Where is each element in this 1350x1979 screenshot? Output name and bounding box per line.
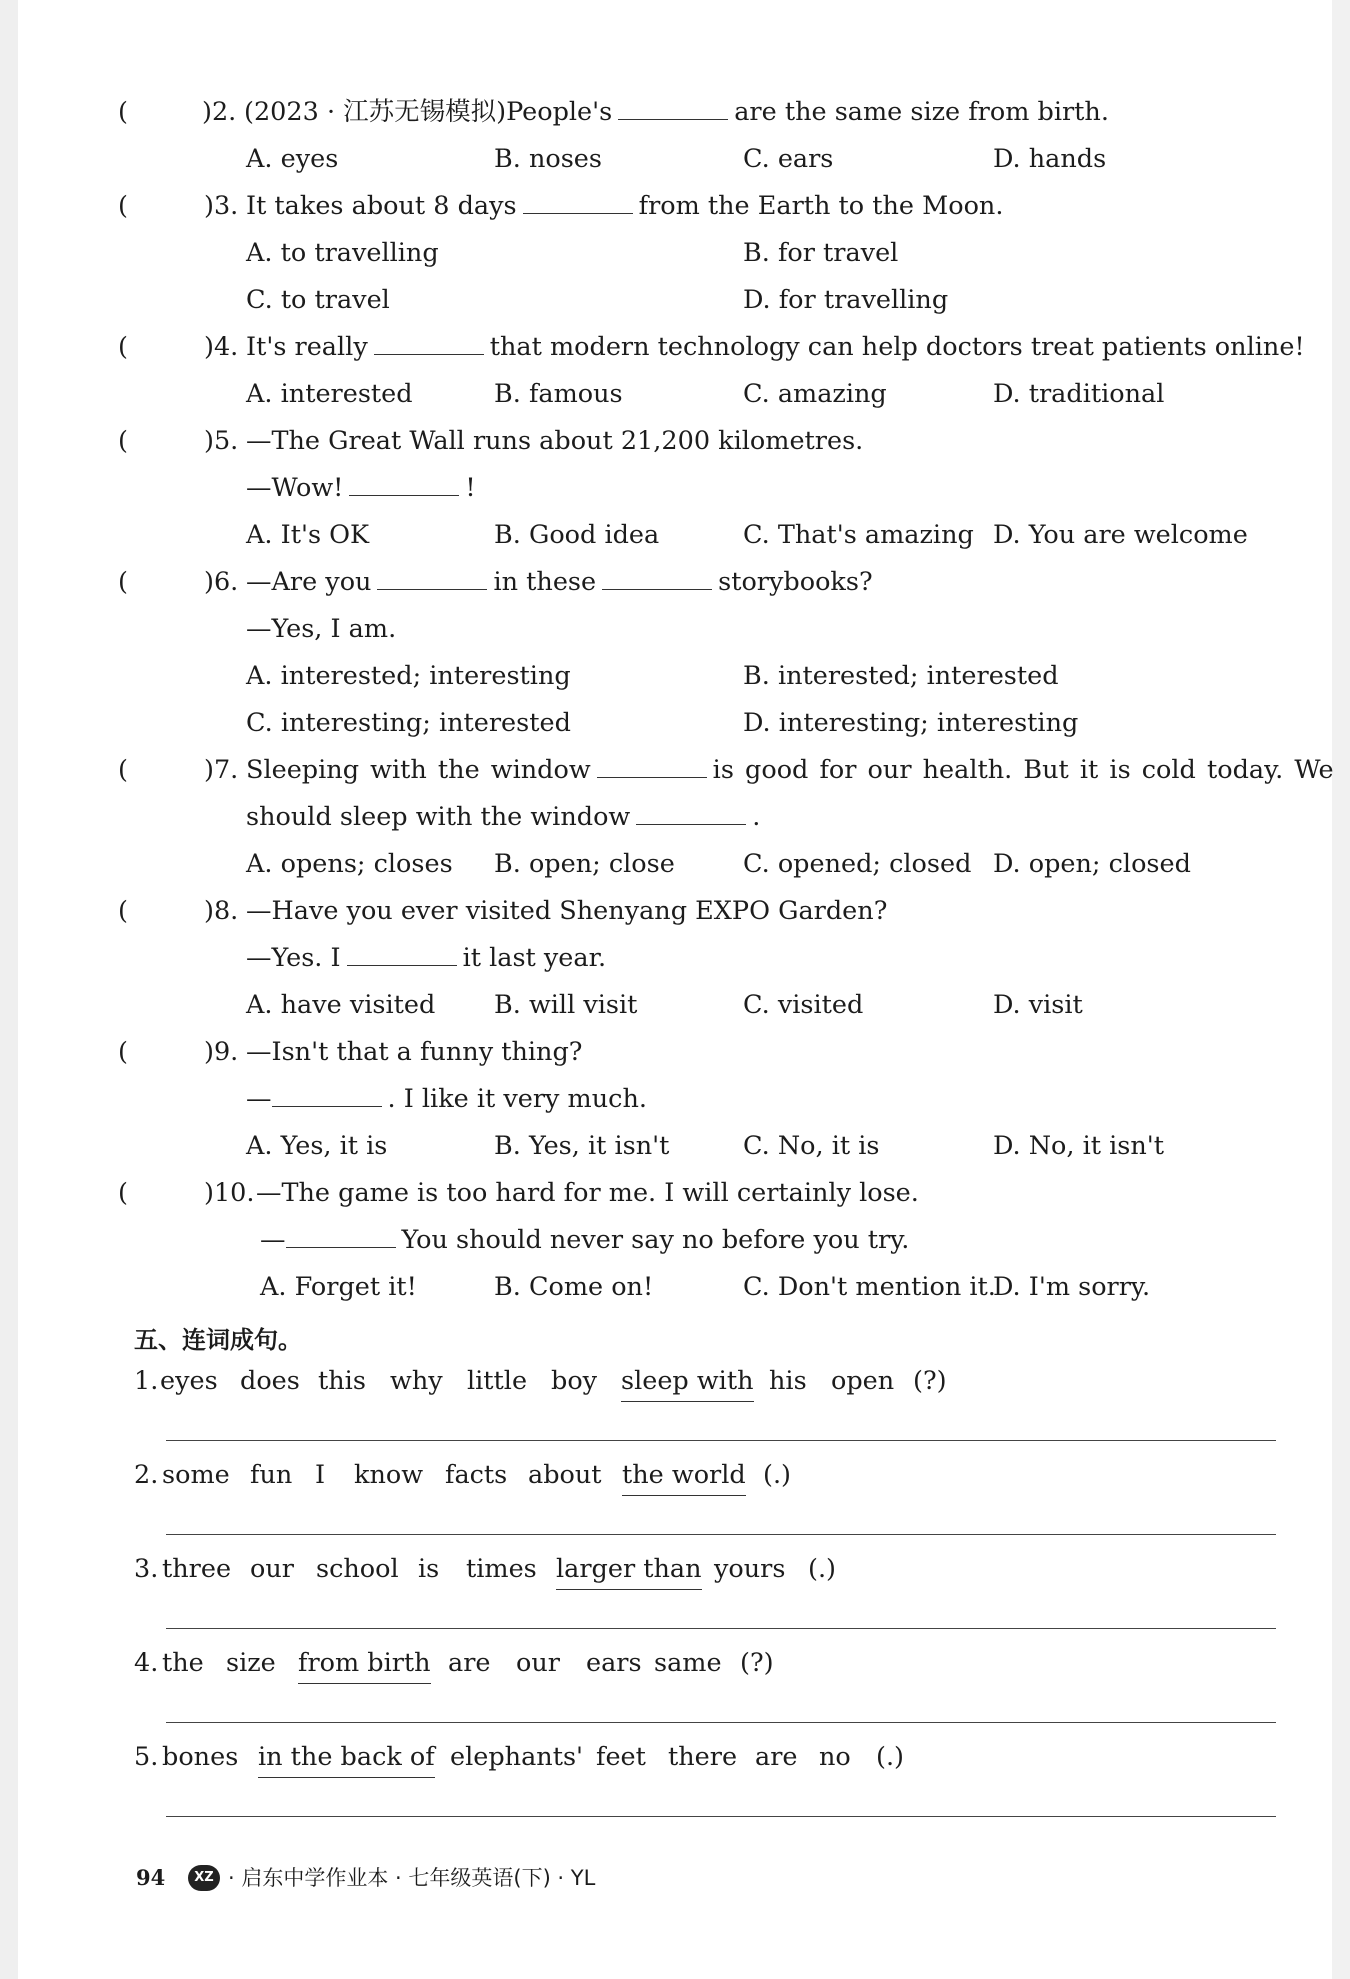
word: know [354,1460,424,1490]
options-4 [18,374,1332,414]
question-number: )6. [204,567,239,597]
question-stem: It's really that modern technology can help doctors treat patients online! [246,332,1305,362]
answer-paren: ( [118,567,128,597]
question-stem: —Isn't that a funny thing? [246,1037,583,1067]
option-d: D. open; closed [993,849,1191,879]
option-d: D. traditional [993,379,1165,409]
option-b: B. open; close [494,849,675,879]
section-title: 五、连词成句。 [134,1326,302,1354]
option-a: A. Yes, it is [246,1131,388,1161]
word: this [318,1366,366,1396]
book-title: · 启东中学作业本 · 七年级英语(下) · YL [228,1866,596,1890]
answer-line[interactable] [166,1722,1276,1723]
question-number: )7. [204,755,239,785]
word: our [250,1554,294,1584]
option-d: D. I'm sorry. [993,1272,1151,1302]
word: open [831,1366,895,1396]
question-stem: (2023 · 江苏无锡模拟)People's are the same size from birth. [244,97,1109,127]
item-number: 1. [134,1366,159,1396]
word: facts [445,1460,508,1490]
option-c: C. No, it is [743,1131,880,1161]
reorder-item-2 [18,1455,1332,1495]
word: our [516,1648,560,1678]
option-d: D. interesting; interesting [743,708,1079,738]
fill-blank [272,1082,382,1107]
fill-blank [618,95,728,120]
word: is [418,1554,440,1584]
question-stem: Sleeping with the window is good for our health. But it is cold today. We [246,755,1334,785]
option-c: C. amazing [743,379,887,409]
punctuation-hint: (?) [913,1366,947,1396]
question-9-reply: — . I like it very much. [246,1084,647,1114]
question-5-reply: —Wow! ! [246,473,476,503]
question-stem: —Are you in these storybooks? [246,567,873,597]
question-number: )3. [204,191,239,221]
word: there [668,1742,738,1772]
word: feet [596,1742,646,1772]
option-d: D. No, it isn't [993,1131,1165,1161]
fill-blank [374,330,484,355]
question-number: )8. [204,896,239,926]
option-d: D. for travelling [743,285,949,315]
word: eyes [160,1366,218,1396]
option-c: C. Don't mention it. [743,1272,996,1302]
word: his [769,1366,807,1396]
option-a: A. eyes [246,144,339,174]
word: size [226,1648,276,1678]
answer-line[interactable] [166,1628,1276,1629]
options-8 [18,985,1332,1025]
item-number: 5. [134,1742,159,1772]
reorder-item-3 [18,1549,1332,1589]
underlined-phrase: larger than [556,1549,702,1590]
publisher-logo-icon: XZ [188,1865,220,1891]
option-b: B. noses [494,144,602,174]
word: about [528,1460,602,1490]
question-7-line2: should sleep with the window . [246,802,761,832]
options-10 [18,1267,1332,1307]
item-number: 4. [134,1648,159,1678]
option-b: B. Yes, it isn't [494,1131,670,1161]
question-3 [18,186,1332,226]
question-stem: —Have you ever visited Shenyang EXPO Garden? [246,896,888,926]
word: little [467,1366,528,1396]
underlined-phrase: sleep with [621,1361,754,1402]
question-4 [18,327,1332,367]
word: some [162,1460,230,1490]
question-number: )9. [204,1037,239,1067]
option-d: D. You are welcome [993,520,1248,550]
word: ears [586,1648,642,1678]
question-stem: —The Great Wall runs about 21,200 kilometres. [246,426,864,456]
word: no [819,1742,851,1772]
word: fun [250,1460,293,1490]
option-b: B. for travel [743,238,899,268]
word: are [448,1648,491,1678]
options-7 [18,844,1332,884]
punctuation-hint: (?) [740,1648,774,1678]
options-9 [18,1126,1332,1166]
answer-paren: ( [118,1037,128,1067]
question-stem: It takes about 8 days from the Earth to the Moon. [246,191,1004,221]
word: boy [551,1366,598,1396]
option-c: C. ears [743,144,834,174]
option-a: A. Forget it! [260,1272,417,1302]
question-5 [18,421,1332,461]
answer-line[interactable] [166,1816,1276,1817]
question-number: )10. [204,1178,255,1208]
options-6-row2 [18,703,1332,743]
option-d: D. visit [993,990,1083,1020]
question-stem: —The game is too hard for me. I will certainly lose. [256,1178,919,1208]
answer-paren: ( [118,1178,128,1208]
option-c: C. That's amazing [743,520,974,550]
question-2 [18,92,1332,132]
underlined-phrase: the world [622,1455,746,1496]
fill-blank [636,800,746,825]
question-6 [18,562,1332,602]
fill-blank [602,565,712,590]
question-6-reply: —Yes, I am. [246,614,397,644]
word: elephants' [450,1742,584,1772]
question-7 [18,750,1332,790]
option-c: C. visited [743,990,864,1020]
word: same [654,1648,722,1678]
word: are [755,1742,798,1772]
reorder-item-4 [18,1643,1332,1683]
underlined-phrase: from birth [298,1643,431,1684]
fill-blank [347,941,457,966]
question-number: )2. [202,97,237,127]
punctuation-hint: (.) [763,1460,792,1490]
question-number: )4. [204,332,239,362]
answer-line[interactable] [166,1534,1276,1535]
item-number: 3. [134,1554,159,1584]
option-b: B. will visit [494,990,638,1020]
fill-blank [523,189,633,214]
word: does [240,1366,300,1396]
word: school [316,1554,399,1584]
fill-blank [377,565,487,590]
question-10-reply: — You should never say no before you try. [260,1225,910,1255]
answer-paren: ( [118,755,128,785]
option-c: C. opened; closed [743,849,972,879]
answer-paren: ( [118,426,128,456]
answer-paren: ( [118,191,128,221]
answer-line[interactable] [166,1440,1276,1441]
options-6-row1 [18,656,1332,696]
option-b: B. famous [494,379,623,409]
item-number: 2. [134,1460,159,1490]
option-a: A. to travelling [246,238,439,268]
option-b: B. Come on! [494,1272,654,1302]
option-a: A. interested; interesting [246,661,571,691]
question-number: )5. [204,426,239,456]
punctuation-hint: (.) [876,1742,905,1772]
word: I [315,1460,326,1490]
page-number: 94 [136,1865,166,1890]
options-5 [18,515,1332,555]
question-10 [18,1173,1332,1213]
question-8 [18,891,1332,931]
reorder-item-1 [18,1361,1332,1401]
reorder-item-5 [18,1737,1332,1777]
option-a: A. have visited [246,990,436,1020]
options-2 [18,139,1332,179]
word: bones [162,1742,239,1772]
option-a: A. opens; closes [246,849,453,879]
option-b: B. interested; interested [743,661,1059,691]
word: three [162,1554,232,1584]
question-9 [18,1032,1332,1072]
answer-paren: ( [118,97,128,127]
options-3-row1 [18,233,1332,273]
word: why [390,1366,443,1396]
option-d: D. hands [993,144,1107,174]
word: times [466,1554,537,1584]
question-8-reply: —Yes. I it last year. [246,943,607,973]
option-a: A. interested [246,379,413,409]
word: the [162,1648,204,1678]
answer-paren: ( [118,896,128,926]
fill-blank [349,471,459,496]
fill-blank [286,1223,396,1248]
word: yours [714,1554,786,1584]
option-c: C. to travel [246,285,390,315]
options-3-row2 [18,280,1332,320]
option-b: B. Good idea [494,520,660,550]
fill-blank [597,753,707,778]
option-a: A. It's OK [246,520,370,550]
answer-paren: ( [118,332,128,362]
underlined-phrase: in the back of [258,1737,435,1778]
punctuation-hint: (.) [808,1554,837,1584]
option-c: C. interesting; interested [246,708,571,738]
